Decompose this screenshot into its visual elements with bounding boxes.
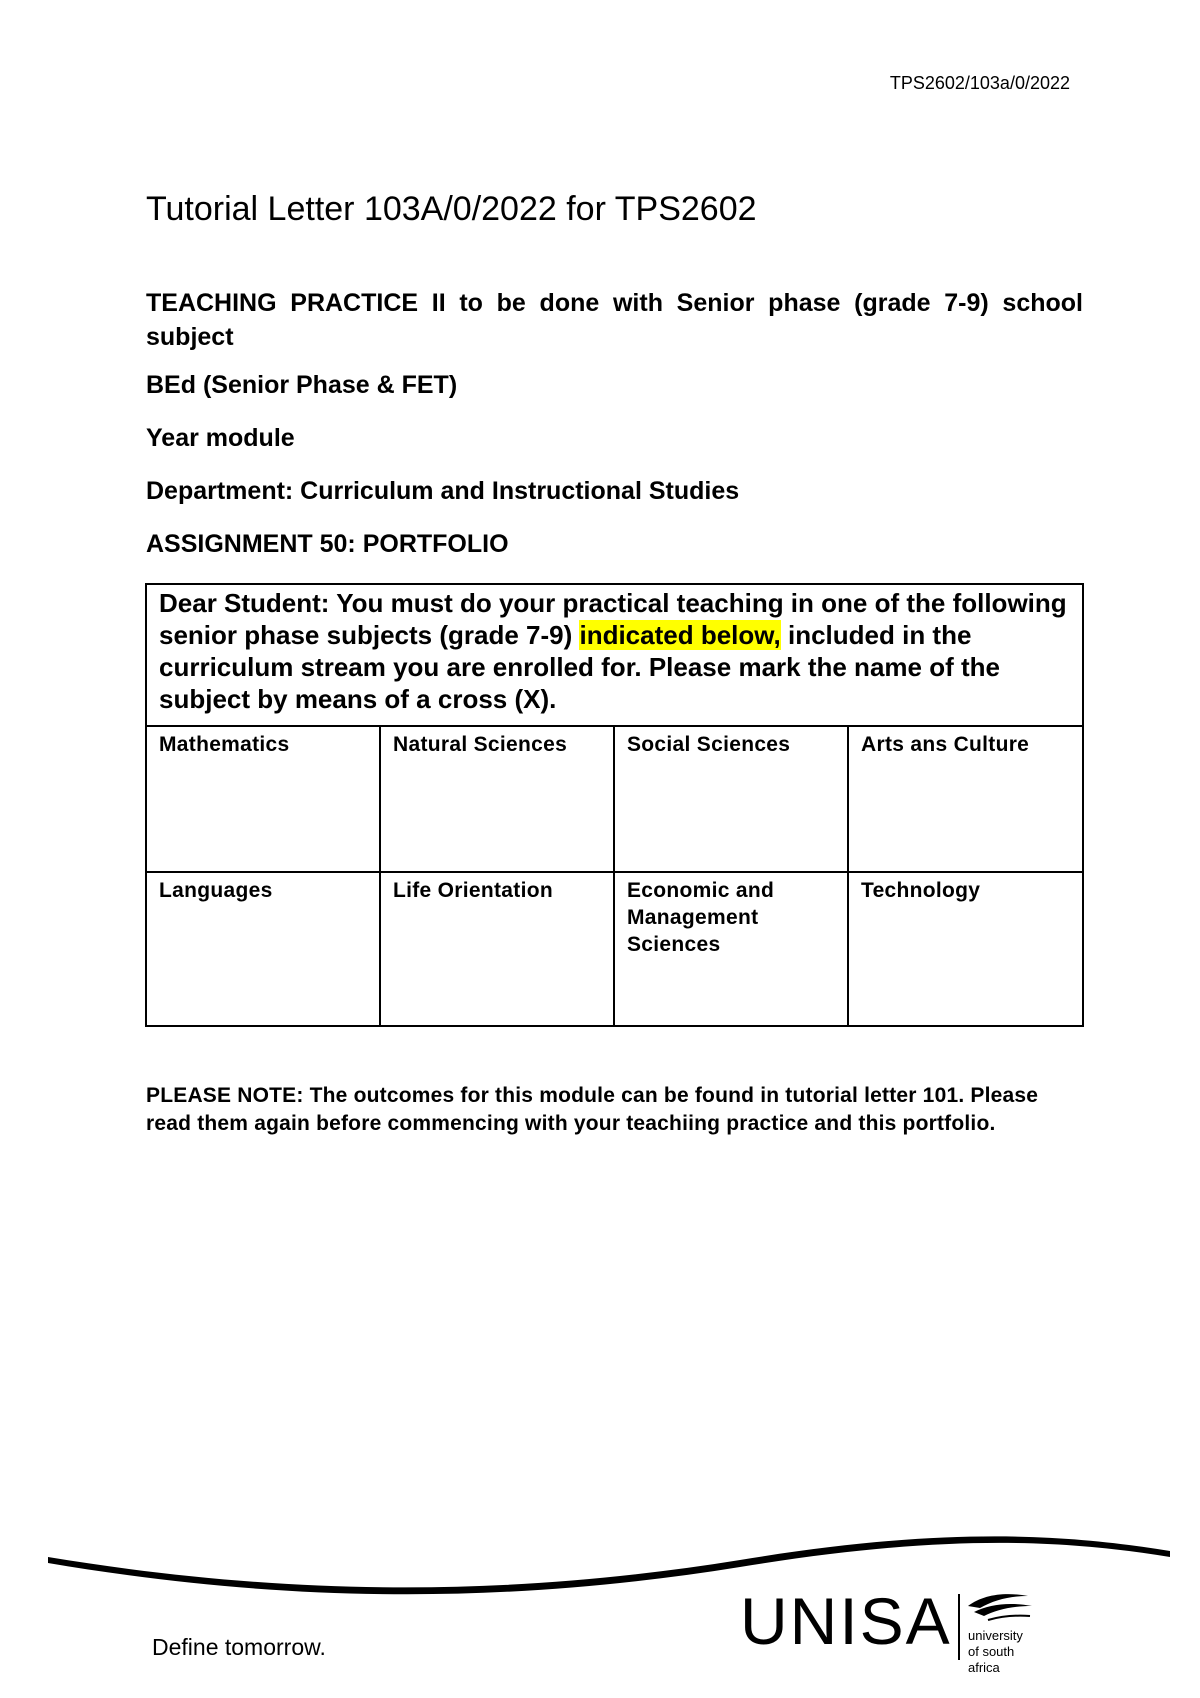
logo-divider — [958, 1594, 960, 1660]
subject-cell-arts-and-culture[interactable]: Arts ans Culture — [849, 727, 1082, 873]
instruction-text-1: Dear Student: You must do your practical teaching in one of the following senior phase subjects (grade 7-9) — [159, 588, 1067, 650]
degree-line: BEd (Senior Phase & FET) — [146, 371, 458, 399]
module-line: Year module — [146, 424, 295, 452]
highlighted-text: indicated below, — [579, 620, 781, 650]
subject-cell-technology[interactable]: Technology — [861, 879, 981, 902]
subject-cell-languages[interactable]: Languages — [147, 873, 381, 1025]
department-line: Department: Curriculum and Instructional Studies — [146, 477, 740, 505]
subject-cell-mathematics[interactable]: Mathematics — [147, 727, 381, 873]
logo-wordmark: UNISA — [740, 1584, 952, 1658]
subject-selection-table — [145, 583, 1084, 1027]
instruction-note — [147, 585, 1082, 727]
subject-grid — [147, 727, 1082, 1025]
instruction-text-2: included in the curriculum stream you are enrolled for. Please mark the name of the subject by means of a cross (X). — [159, 620, 1000, 714]
logo-subtitle — [968, 1628, 1023, 1676]
assignment-line: ASSIGNMENT 50: PORTFOLIO — [146, 530, 509, 558]
page-title: Tutorial Letter 103A/0/2022 for TPS2602 — [146, 190, 757, 228]
logo-sub-line-1: university — [968, 1628, 1023, 1643]
bird-icon — [966, 1590, 1036, 1626]
subject-cell-natural-sciences[interactable]: Natural Sciences — [381, 727, 615, 873]
tagline: Define tomorrow. — [152, 1634, 326, 1660]
teaching-practice-line: TEACHING PRACTICE II to be done with Senior phase (grade 7-9) school subject — [146, 289, 1083, 351]
subject-cell-social-sciences[interactable]: Social Sciences — [615, 727, 849, 873]
document-code: TPS2602/103a/0/2022 — [889, 73, 1070, 93]
subject-cell-economic-management-sciences[interactable]: Economic and Management Sciences — [615, 873, 849, 1025]
please-note: PLEASE NOTE: The outcomes for this module can be found in tutorial letter 101. Please read them again before commencing with your teachiing practice and this portfolio. — [146, 1084, 1039, 1135]
logo-sub-line-2: of south africa — [968, 1644, 1015, 1675]
subject-cell-life-orientation[interactable]: Life Orientation — [381, 873, 615, 1025]
